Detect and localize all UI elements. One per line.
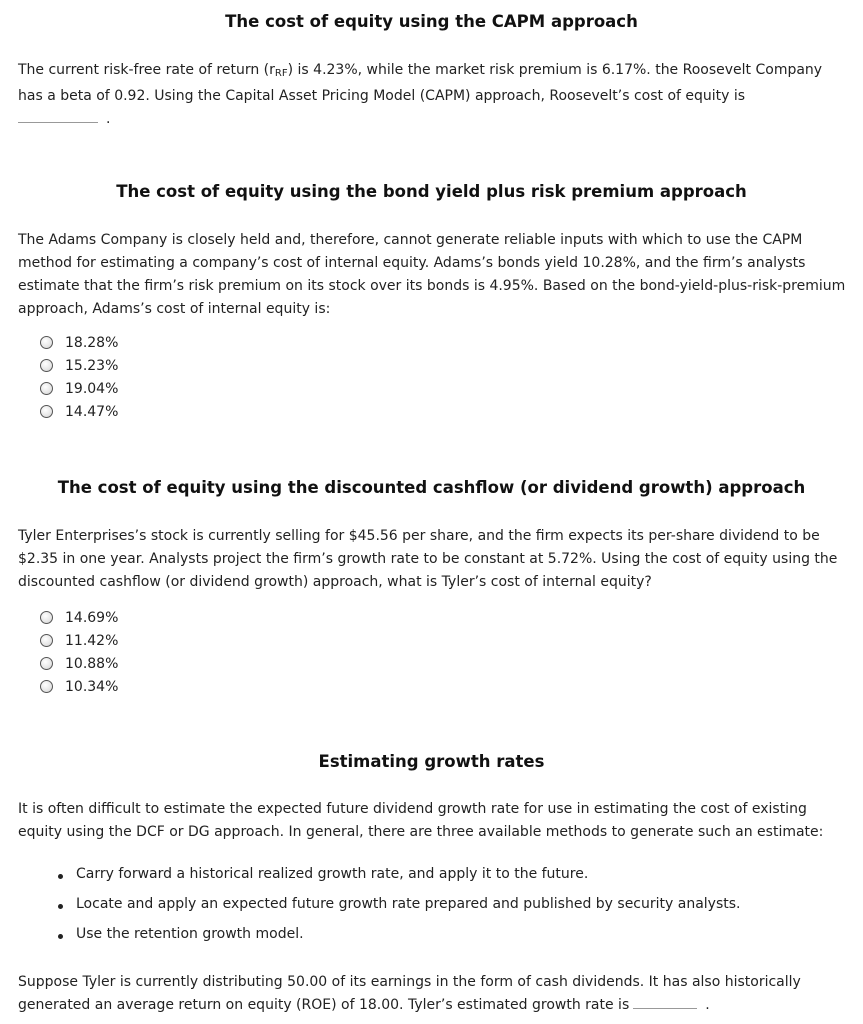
dcf-option[interactable]: 10.88% — [40, 652, 118, 675]
bond-yield-option[interactable]: 14.47% — [40, 400, 118, 423]
dcf-title: The cost of equity using the discounted cashflow (or dividend growth) approach — [57, 478, 806, 497]
growth-methods-list — [56, 866, 740, 956]
radio-button-icon[interactable] — [40, 680, 53, 693]
radio-button-icon[interactable] — [40, 634, 53, 647]
radio-button-icon[interactable] — [40, 359, 53, 372]
list-item: Carry forward a historical realized growth rate, and apply it to the future. — [56, 866, 740, 896]
dcf-option[interactable]: 14.69% — [40, 606, 118, 629]
bond-yield-option[interactable]: 15.23% — [40, 354, 118, 377]
bond-yield-title: The cost of equity using the bond yield plus risk premium approach — [116, 182, 747, 201]
list-item: Use the retention growth model. — [56, 926, 740, 956]
bond-yield-options — [40, 331, 118, 423]
growth-title: Estimating growth rates — [318, 752, 545, 771]
bullet-icon — [58, 874, 63, 879]
bond-yield-option[interactable]: 19.04% — [40, 377, 118, 400]
dcf-question: Tyler Enterprises’s stock is currently selling for $45.56 per share, and the firm expects its per-share dividend to be $2.35 in one year. Analysts project the firm’s growth rate to be constant at 5.72%. Using the cost of equity using the discounted cashflow (or dividend growth) approach, what is Tyler’s cost of internal equity? — [18, 528, 838, 590]
bond-yield-option[interactable]: 18.28% — [40, 331, 118, 354]
radio-button-icon[interactable] — [40, 336, 53, 349]
dcf-option[interactable]: 10.34% — [40, 675, 118, 698]
capm-title: The cost of equity using the CAPM approach — [225, 12, 638, 31]
growth-answer-blank[interactable] — [633, 998, 697, 1009]
capm-answer-blank[interactable] — [18, 112, 98, 123]
dcf-option[interactable]: 11.42% — [40, 629, 118, 652]
growth-intro: It is often difficult to estimate the expected future dividend growth rate for use in estimating the cost of existing equity using the DCF or DG approach. In general, there are three available methods to generate such an estimate: — [18, 801, 824, 840]
dcf-options — [40, 606, 118, 698]
list-item: Locate and apply an expected future growth rate prepared and published by security analysts. — [56, 896, 740, 926]
bullet-icon — [58, 904, 63, 909]
capm-question: The current risk-free rate of return $(r_{RF})$ is 4.23%, while the market risk premium is 6.17%. the Roosevelt Company has a beta of 0.92. Using the Capital Asset Pricing Model (CAPM) approach, Roosevelt’s cost of equity is . — [18, 62, 823, 127]
radio-button-icon[interactable] — [40, 382, 53, 395]
rf-subscript: RF — [274, 68, 288, 79]
bond-yield-question: The Adams Company is closely held and, therefore, cannot generate reliable inputs with which to use the CAPM method for estimating a company’s cost of internal equity. Adams’s bonds yield 10.28%, and the firm’s analysts estimate that the firm’s risk premium on its stock over its bonds is 4.95%. Based on the bond-yield-plus-risk-premium approach, Adams’s cost of internal equity is: — [18, 232, 846, 317]
bullet-icon — [58, 934, 63, 939]
radio-button-icon[interactable] — [40, 405, 53, 418]
growth-question: Suppose Tyler is currently distributing 50.00 of its earnings in the form of cash dividends. It has also historically generated an average return on equity (ROE) of 18.00. Tyler’s estimated growth rate is . — [18, 974, 801, 1013]
radio-button-icon[interactable] — [40, 611, 53, 624]
radio-button-icon[interactable] — [40, 657, 53, 670]
